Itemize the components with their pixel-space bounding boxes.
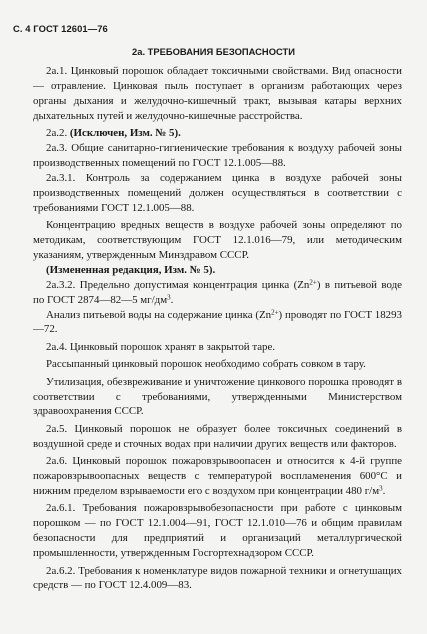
text-part: 2а.6. Цинковый порошок пожаровзрывоопасен и относится к 4-й группе пожаровзрывоопасных веществ с температурой воспламенения 600°С и нижним пределом взрываемости его с воздухом при концентрации 480 г/м [33,455,402,497]
text-part: 2а.3.2. Предельно допустимая концентрация цинка (Zn [46,278,310,291]
superscript: 2+ [271,308,279,316]
section-title: 2а. ТРЕБОВАНИЯ БЕЗОПАСНОСТИ [132,46,295,57]
document-body [33,64,402,593]
superscript: 3 [167,293,171,302]
text-part: ) в питьевой воде по ГОСТ 2874—82—5 мг/дм [33,278,402,306]
superscript: 3 [379,484,383,493]
text-part: . [382,484,386,497]
paragraph-water-analysis [33,308,402,338]
paragraph-2a-4: 2а.4. Цинковый порошок хранят в закрытой таре. [46,340,276,353]
text-part: . [170,293,174,306]
paragraph-2a-6-1: 2а.6.1. Требования пожаровзрывобезопасности при работе с цинковым порошком — по ГОСТ 12.1.004—91, ГОСТ 12.1.010—76 и общим правилам безопасности для предприятий и организаций металлургической промышленности, утвержденным Госгортехнадзором СССР. [33,502,402,560]
page-header: С. 4 ГОСТ 12601—76 [13,23,108,34]
paragraph-concentration-methods: Концентрацию вредных веществ в воздухе рабочей зоны определяют по методикам, соответствующим ГОСТ 12.1.016—79, или методическим указаниям, утвержденным Минздравом СССР. [33,219,402,261]
paragraph-amendment-note [33,263,402,278]
paragraph-2a-2 [33,126,402,141]
bold-note: (Измененная редакция, Изм. № 5). [46,263,216,276]
paragraph-number: 2а.2. [46,127,68,140]
text-part: Анализ питьевой воды на содержание цинка (Zn [46,308,272,321]
paragraph-2a-3-2 [33,278,402,308]
paragraph-2a-5: 2а.5. Цинковый порошок не образует более токсичных соединений в воздушной среде и сточных водах при наличии других веществ или факторов. [33,422,402,450]
paragraph-disposal: Утилизация, обезвреживание и уничтожение цинкового порошка проводят в соответствии с требованиями, утвержденными Министерством здравоохранения СССР. [33,375,402,418]
superscript: 2+ [309,278,317,287]
paragraph-2a-3: 2а.3. Общие санитарно-гигиенические требования к воздуху рабочей зоны производственных помещений по ГОСТ 12.1.005—88. [33,142,402,169]
text-part: ) проводят по ГОСТ 18293—72. [33,308,402,336]
paragraph-2a-3-1: 2а.3.1. Контроль за содержанием цинка в воздухе рабочей зоны производственных помещений должен осуществляться в соответствии с требованиями ГОСТ 12.1.005—88. [33,171,402,214]
bold-note: (Исключен, Изм. № 5). [69,127,181,140]
paragraph-2a-6 [33,454,402,499]
paragraph-2a-6-2: 2а.6.2. Требования к номенклатуре видов пожарной техники и огнетушащих средств — по ГОСТ 12.4.009—83. [33,564,402,592]
paragraph-spill: Рассыпанный цинковый порошок необходимо собрать совком в тару. [46,358,366,371]
paragraph-2a-1: 2а.1. Цинковый порошок обладает токсичными свойствами. Вид опасности — отравление. Цинковая пыль поступает в организм работающих через органы дыхания и желудочно-кишечный тракт, вызывая катары верхних дыхательных путей и желудочно-кишечные расстройства. [33,65,402,122]
